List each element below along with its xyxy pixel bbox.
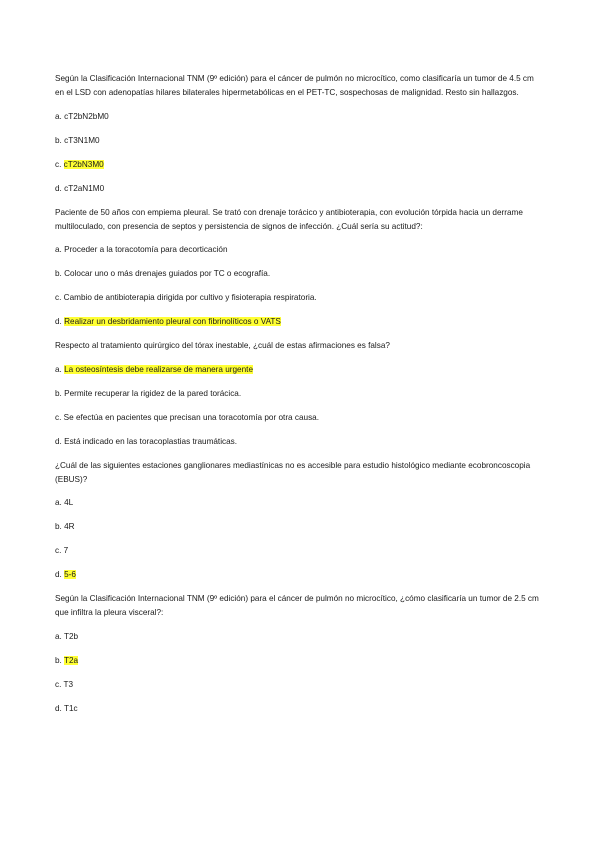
question-text: Respecto al tratamiento quirúrgico del tórax inestable, ¿cuál de estas afirmaciones es falsa? [55,341,390,350]
answer-option [55,435,545,449]
option-prefix: a. [55,245,65,254]
answer-option [55,182,545,196]
question-text: Paciente de 50 años con empiema pleural. Se trató con drenaje torácico y antibioterapia, con evolución tórpida hacia un derrame multiloculado, con presencia de septos y persistencia de signos de infección. ¿Cuál sería su actitud?: [55,207,523,231]
highlighted-answer: Realizar un desbridamiento pleural con fibrinolíticos o VATS [64,317,281,326]
answer-option [55,291,545,305]
option-prefix: d. [55,436,65,446]
answer-option [55,363,545,377]
answer-option [55,387,545,401]
answer-option [55,158,545,172]
option-prefix: b. [55,135,65,145]
option-prefix: a. [55,364,65,374]
option-text: Está indicado en las toracoplastias traumáticas. [64,436,238,446]
option-prefix: c. [55,546,64,555]
answer-option [55,243,545,257]
highlighted-answer: 5-6 [64,570,76,579]
question-text: Según la Clasificación Internacional TNM (9º edición) para el cáncer de pulmón no microcítico, como clasificaría un tumor de 4.5 cm en el LSD con adenopatías hilares bilaterales hipermetabólicas en el PET-TC, sospechosas de malignidad. Resto sin hallazgos. [55,74,534,97]
option-text: 4R [64,522,75,531]
answer-option [55,110,545,124]
option-prefix: a. [55,631,64,641]
highlighted-answer: T2a [63,655,79,665]
option-prefix: d. [55,570,65,579]
option-text: T1c [63,703,78,713]
answer-option [55,411,545,425]
option-text: Cambio de antibioterapia dirigida por cultivo y fisioterapia respiratoria. [63,293,317,302]
option-text: Se efectúa en pacientes que precisan una toracotomía por otra causa. [63,412,319,422]
option-prefix: b. [55,522,65,531]
answer-option [55,520,545,534]
answer-option [55,134,545,148]
answer-option [55,630,545,644]
option-text: T2b [63,631,79,641]
option-prefix: c. [55,159,64,169]
answer-option [55,678,545,692]
answer-option [55,496,545,510]
option-text: Colocar uno o más drenajes guiados por TC o ecografía. [64,269,271,278]
highlighted-answer: La osteosíntesis debe realizarse de manera urgente [64,364,253,374]
document-content [55,72,545,726]
highlighted-answer: cT2bN3M0 [63,159,104,169]
option-text: cT2bN2bM0 [64,111,109,121]
option-text: 7 [63,546,69,555]
option-prefix: b. [55,655,64,665]
option-prefix: d. [55,317,65,326]
option-text: Permite recuperar la rigidez de la pared torácica. [64,388,242,398]
question-text: Según la Clasificación Internacional TNM (9º edición) para el cáncer de pulmón no microcítico, ¿cómo clasificaría un tumor de 2.5 cm que infiltra la pleura visceral?: [55,594,539,617]
option-text: Proceder a la toracotomía para decorticación [64,245,228,254]
option-text: cT2aN1M0 [64,183,105,193]
option-prefix: d. [55,183,65,193]
option-text: cT3N1M0 [64,135,100,145]
option-prefix: a. [55,498,65,507]
option-prefix: b. [55,388,65,398]
answer-option [55,315,545,329]
option-prefix: c. [55,679,64,689]
answer-option [55,702,545,716]
option-prefix: c. [55,293,64,302]
option-text: T3 [63,679,74,689]
option-prefix: a. [55,111,65,121]
option-prefix: c. [55,412,64,422]
option-prefix: d. [55,703,64,713]
option-prefix: b. [55,269,65,278]
answer-option [55,654,545,668]
question-text: ¿Cuál de las siguientes estaciones ganglionares mediastínicas no es accesible para estudio histológico mediante ecobroncoscopia (EBUS)? [55,460,531,484]
answer-option [55,267,545,281]
option-text: 4L [64,498,74,507]
answer-option [55,544,545,558]
answer-option [55,568,545,582]
